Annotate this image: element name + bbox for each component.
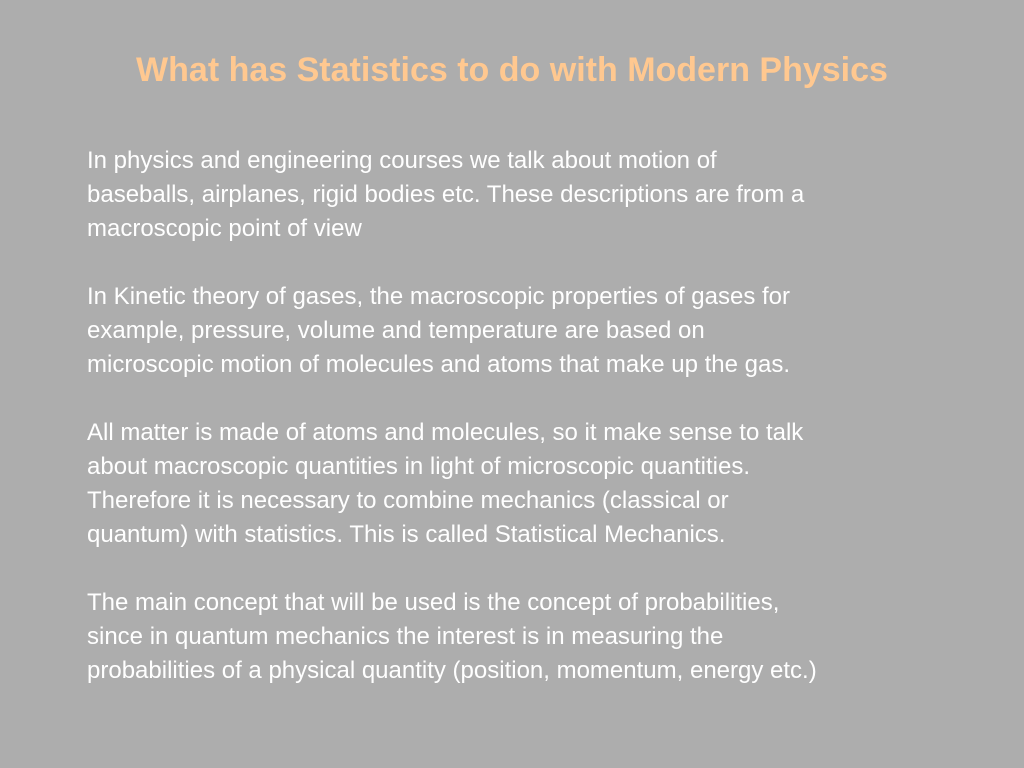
slide-body bbox=[87, 144, 987, 688]
paragraph-probabilities: The main concept that will be used is the concept of probabilities, since in quantum mechanics the interest is in measuring the probabilities of a physical quantity (position, momentum, energy etc.) bbox=[87, 589, 817, 684]
paragraph-statistical-mechanics: All matter is made of atoms and molecules, so it make sense to talk about macroscopic quantities in light of microscopic quantities. Therefore it is necessary to combine mechanics (classical or quantum) with statistics. This is called Statistical Mechanics. bbox=[87, 419, 804, 548]
paragraph-kinetic-theory: In Kinetic theory of gases, the macroscopic properties of gases for example, pressure, volume and temperature are based on microscopic motion of molecules and atoms that make up the gas. bbox=[87, 283, 791, 378]
paragraph-macroscopic: In physics and engineering courses we talk about motion of baseballs, airplanes, rigid bodies etc. These descriptions are from a macroscopic point of view bbox=[87, 147, 805, 242]
slide-title: What has Statistics to do with Modern Physics bbox=[136, 51, 888, 89]
